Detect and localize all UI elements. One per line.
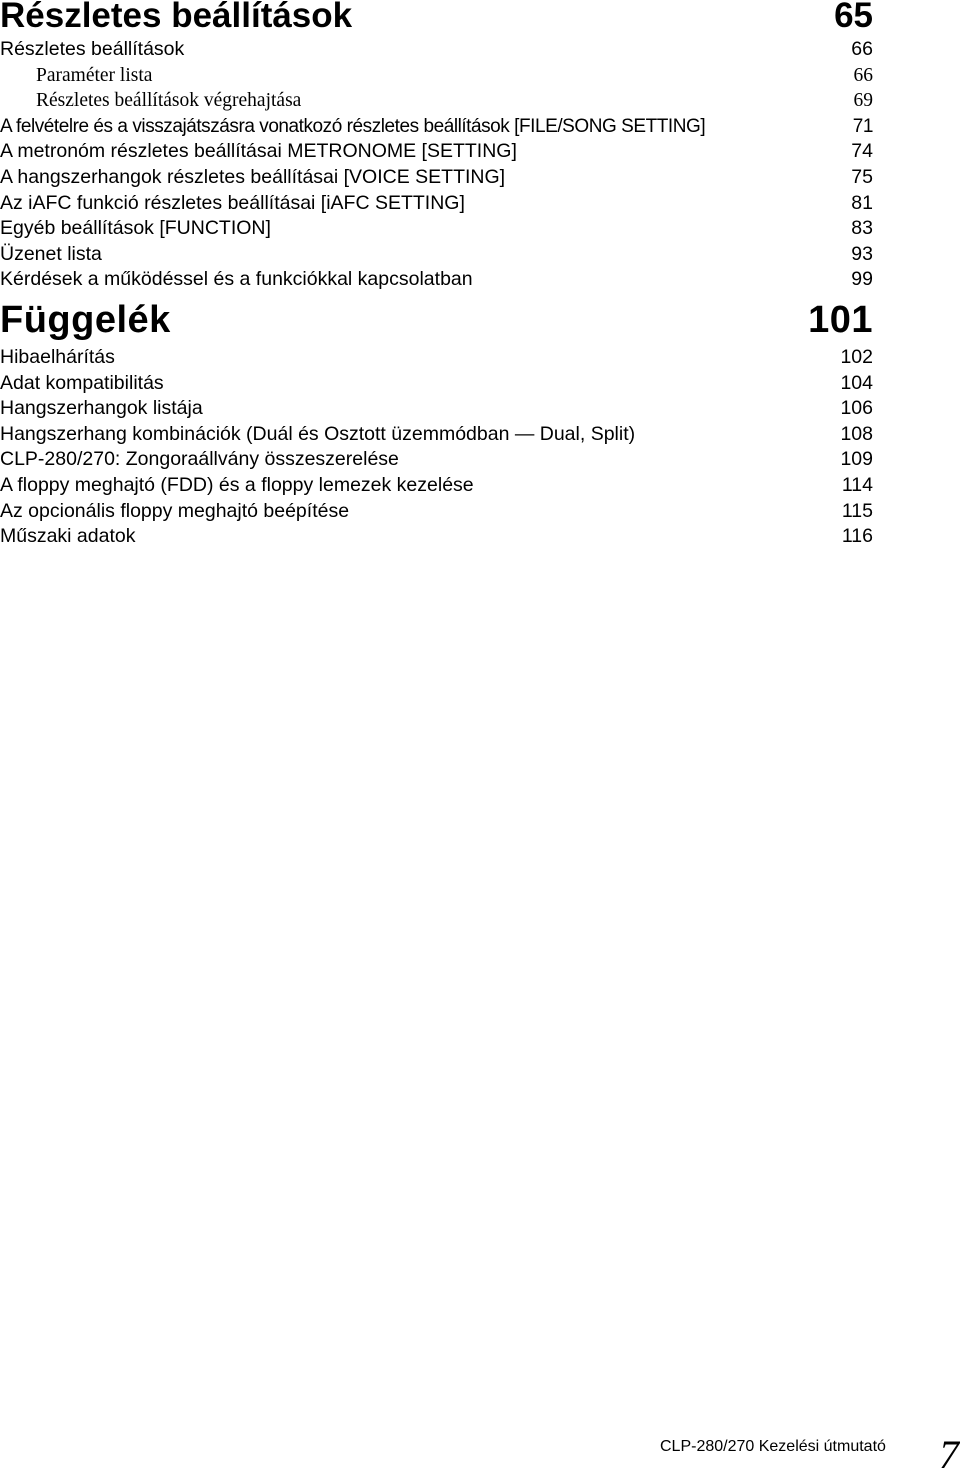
- toc-entry-page: 104: [840, 371, 873, 394]
- toc-entry[interactable]: [0, 524, 873, 550]
- toc-entry-title: Kérdések a működéssel és a funkciókkal kapcsolatban: [0, 268, 473, 291]
- toc-entry-page: 66: [851, 38, 873, 60]
- toc-entry[interactable]: [0, 473, 873, 499]
- toc-entry-title: A metronóm részletes beállításai METRONOME [SETTING]: [0, 140, 517, 163]
- toc-entry-page: 69: [853, 90, 873, 112]
- toc-entry-page: 102: [840, 345, 873, 368]
- toc-entry[interactable]: [0, 345, 873, 371]
- toc-entry-page: 81: [851, 191, 873, 214]
- toc-entry-page: 115: [841, 499, 873, 522]
- toc-entry-page: 75: [851, 165, 873, 188]
- toc-entry-title: Üzenet lista: [0, 242, 102, 265]
- toc-entry-title: CLP-280/270: Zongoraállvány összeszerelése: [0, 448, 399, 471]
- toc-entry-title: Hangszerhang kombinációk (Duál és Osztott üzemmódban — Dual, Split): [0, 422, 636, 445]
- toc-entry-title: Egyéb beállítások [FUNCTION]: [0, 217, 271, 240]
- table-of-contents: [0, 0, 873, 550]
- toc-entry-title: Függelék: [0, 298, 171, 341]
- toc-entry-title: Adat kompatibilitás: [0, 371, 164, 394]
- page-number: 7: [939, 1432, 959, 1477]
- toc-entry[interactable]: [0, 267, 873, 293]
- toc-entry[interactable]: [0, 139, 873, 165]
- toc-entry-title: Részletes beállítások végrehajtása: [36, 90, 302, 112]
- toc-entry-page: 65: [834, 0, 873, 35]
- toc-entry[interactable]: [0, 242, 873, 268]
- toc-entry[interactable]: [0, 165, 873, 191]
- toc-entry[interactable]: [0, 37, 873, 63]
- toc-entry-page: 99: [851, 268, 873, 291]
- toc-entry-page: 71: [852, 115, 873, 137]
- toc-entry[interactable]: [0, 88, 873, 114]
- toc-entry[interactable]: [0, 114, 873, 140]
- toc-entry-page: 83: [851, 217, 873, 240]
- toc-entry-page: 93: [851, 242, 873, 265]
- toc-entry-page: 74: [851, 140, 873, 163]
- toc-entry[interactable]: [0, 216, 873, 242]
- toc-entry-title: Az opcionális floppy meghajtó beépítése: [0, 499, 350, 522]
- toc-entry[interactable]: [0, 499, 873, 525]
- toc-entry-title: Az iAFC funkció részletes beállításai [iAFC SETTING]: [0, 191, 465, 214]
- toc-entry-title: A hangszerhangok részletes beállításai [VOICE SETTING]: [0, 165, 506, 188]
- toc-entry-title: Hangszerhangok listája: [0, 397, 203, 420]
- toc-entry-page: 108: [840, 422, 873, 445]
- toc-entry-page: 66: [853, 64, 873, 86]
- toc-entry-title: A felvételre és a visszajátszásra vonatkozó részletes beállítások [FILE/SONG SETTING]: [0, 115, 706, 137]
- toc-entry-page: 116: [841, 525, 873, 548]
- toc-entry-title: Paraméter lista: [36, 64, 153, 86]
- toc-entry-page: 109: [840, 448, 873, 471]
- toc-entry-title: Részletes beállítások: [0, 0, 353, 35]
- toc-entry[interactable]: [0, 396, 873, 422]
- toc-entry[interactable]: [0, 0, 873, 34]
- footer-manual-title: CLP-280/270 Kezelési útmutató: [660, 1438, 886, 1455]
- toc-entry[interactable]: [0, 371, 873, 397]
- toc-entry[interactable]: [0, 447, 873, 473]
- toc-entry[interactable]: [0, 63, 873, 89]
- toc-entry[interactable]: [0, 422, 873, 448]
- toc-entry-title: A floppy meghajtó (FDD) és a floppy lemezek kezelése: [0, 473, 474, 496]
- toc-entry[interactable]: [0, 191, 873, 217]
- toc-entry-title: Részletes beállítások: [0, 38, 185, 60]
- toc-entry-page: 114: [841, 473, 873, 496]
- toc-entry-page: 101: [808, 298, 873, 341]
- toc-entry-title: Műszaki adatok: [0, 525, 136, 548]
- toc-entry[interactable]: [0, 298, 873, 341]
- toc-entry-page: 106: [840, 397, 873, 420]
- toc-entry-title: Hibaelhárítás: [0, 345, 115, 368]
